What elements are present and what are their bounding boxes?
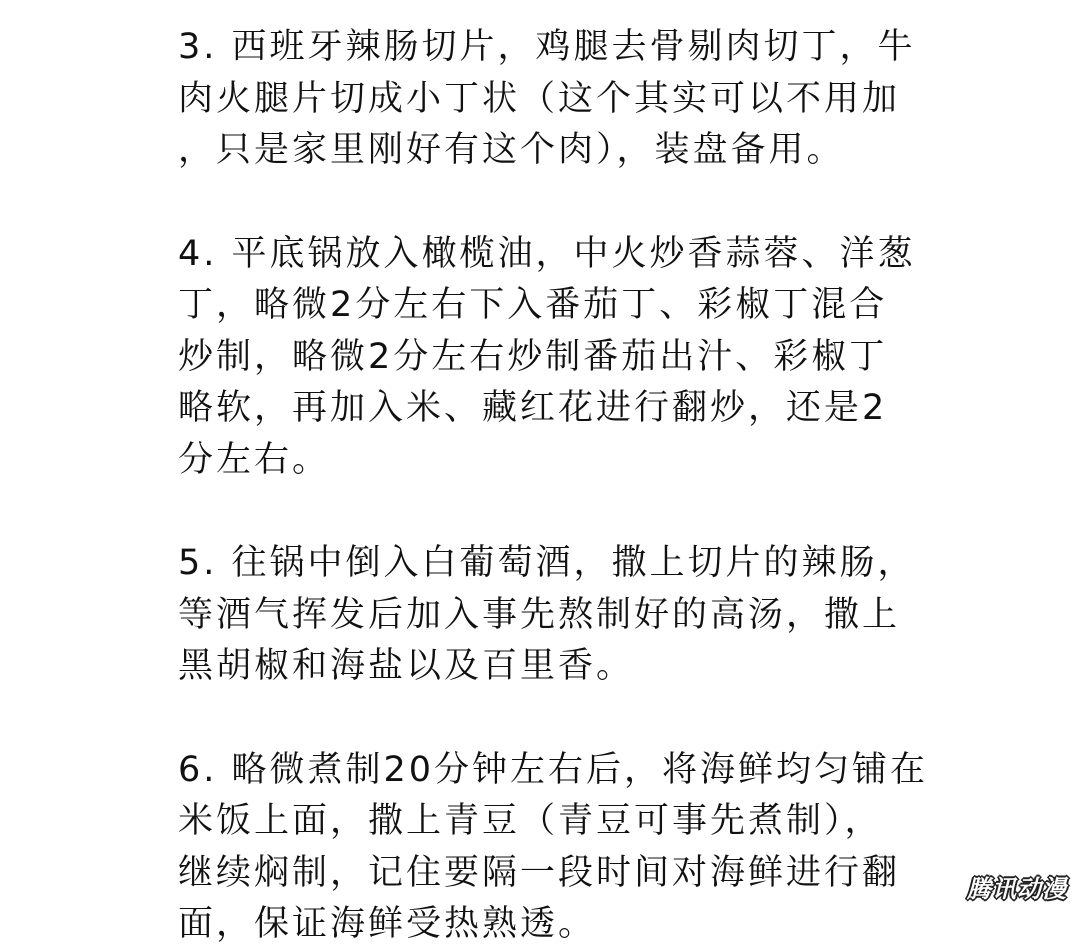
step-3 <box>178 22 948 177</box>
step-3-line-3: ，只是家里刚好有这个肉），装盘备用。 <box>178 130 845 170</box>
step-6-line-2: 米饭上面，撒上青豆（青豆可事先煮制）， <box>178 801 883 841</box>
step-4-line-5: 分左右。 <box>178 439 331 480</box>
recipe-steps <box>178 22 948 951</box>
step-4-line-2: 丁，略微2分左右下入番茄丁、彩椒丁混合 <box>178 285 888 325</box>
step-4-line-4: 略软，再加入米、藏红花进行翻炒，还是2 <box>178 388 888 428</box>
step-4-line-1: 4. 平底锅放入橄榄油，中火炒香蒜蓉、洋葱 <box>178 233 916 274</box>
step-5 <box>178 538 948 693</box>
step-6-line-1: 6. 略微煮制20分钟左右后，将海鲜均匀铺在 <box>178 749 929 790</box>
watermark-logo: 腾讯动漫 <box>967 874 1067 903</box>
step-3-line-2: 肉火腿片切成小丁状（这个其实可以不用加 <box>178 78 901 119</box>
step-3-line-1: 3. 西班牙辣肠切片，鸡腿去骨剔肉切丁，牛 <box>178 27 916 67</box>
step-6-line-3: 继续焖制，记住要隔一段时间对海鲜进行翻 <box>178 852 901 893</box>
step-4 <box>178 229 948 487</box>
step-5-line-1: 5. 往锅中倒入白葡萄酒，撒上切片的辣肠， <box>178 543 916 583</box>
step-5-line-2: 等酒气挥发后加入事先熬制好的高汤，撒上 <box>178 594 901 635</box>
step-6 <box>178 745 948 951</box>
step-6-line-4: 面，保证海鲜受热熟透。 <box>178 904 597 944</box>
step-5-line-3: 黑胡椒和海盐以及百里香。 <box>178 646 635 686</box>
step-4-line-3: 炒制，略微2分左右炒制番茄出汁、彩椒丁 <box>178 336 888 377</box>
